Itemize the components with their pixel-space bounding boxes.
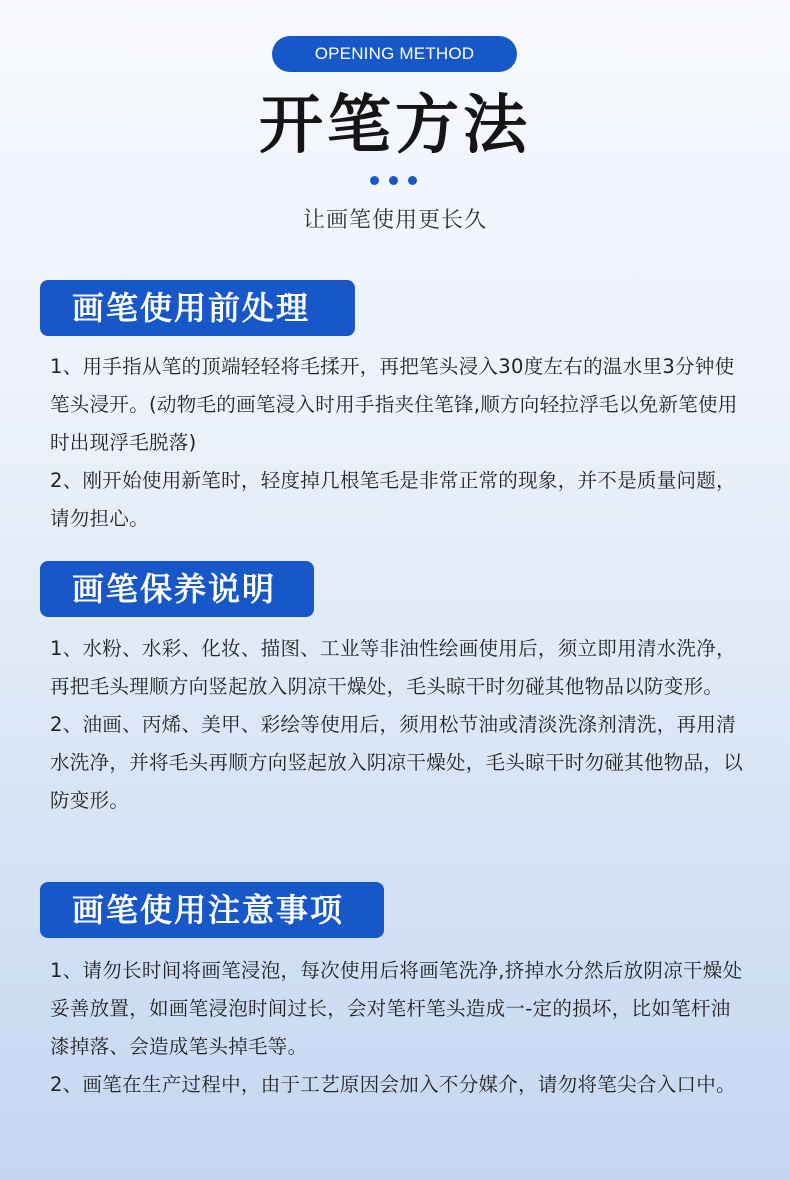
dot-icon xyxy=(370,176,379,185)
section-header-precautions: 画笔使用注意事项 xyxy=(40,882,384,938)
paragraph: 1、用手指从笔的顶端轻轻将毛揉开，再把笔头浸入30度左右的温水里3分钟使笔头浸开。(动物毛的画笔浸入时用手指夹住笔锋,顺方向轻拉浮毛以免新笔使用时出现浮毛脱落) xyxy=(50,355,738,454)
paragraph: 2、画笔在生产过程中，由于工艺原因会加入不分媒介，请勿将笔尖合入口中。 xyxy=(50,1073,736,1096)
section-body-precautions xyxy=(50,952,750,1104)
paragraph: 2、油画、丙烯、美甲、彩绘等使用后，须用松节油或清淡洗涤剂清洗，再用清水洗净，并将毛头再顺方向竖起放入阴凉干燥处，毛头晾干时勿碰其他物品，以防变形。 xyxy=(50,713,744,812)
section-body-maintenance xyxy=(50,630,750,820)
section-header-pre-use: 画笔使用前处理 xyxy=(40,280,355,336)
dot-icon xyxy=(389,176,398,185)
decorative-dots xyxy=(370,176,417,185)
page-subtitle: 让画笔使用更长久 xyxy=(302,208,487,233)
paragraph: 1、水粉、水彩、化妆、描图、工业等非油性绘画使用后，须立即用清水洗净，再把毛头理顺方向竖起放入阴凉干燥处，毛头晾干时勿碰其他物品以防变形。 xyxy=(50,637,736,698)
dot-icon xyxy=(408,176,417,185)
page-title: 开笔方法 xyxy=(259,89,531,163)
paragraph: 2、刚开始使用新笔时，轻度掉几根笔毛是非常正常的现象，并不是质量问题，请勿担心。 xyxy=(50,469,736,530)
section-header-maintenance: 画笔保养说明 xyxy=(40,561,314,617)
opening-method-badge: OPENING METHOD xyxy=(272,36,517,72)
paragraph: 1、请勿长时间将画笔浸泡，每次使用后将画笔洗净,挤掉水分然后放阴凉干燥处妥善放置，如画笔浸泡时间过长，会对笔杆笔头造成一-定的损坏，比如笔杆油漆掉落、会造成笔头掉毛等。 xyxy=(50,959,743,1058)
section-body-pre-use xyxy=(50,348,750,538)
